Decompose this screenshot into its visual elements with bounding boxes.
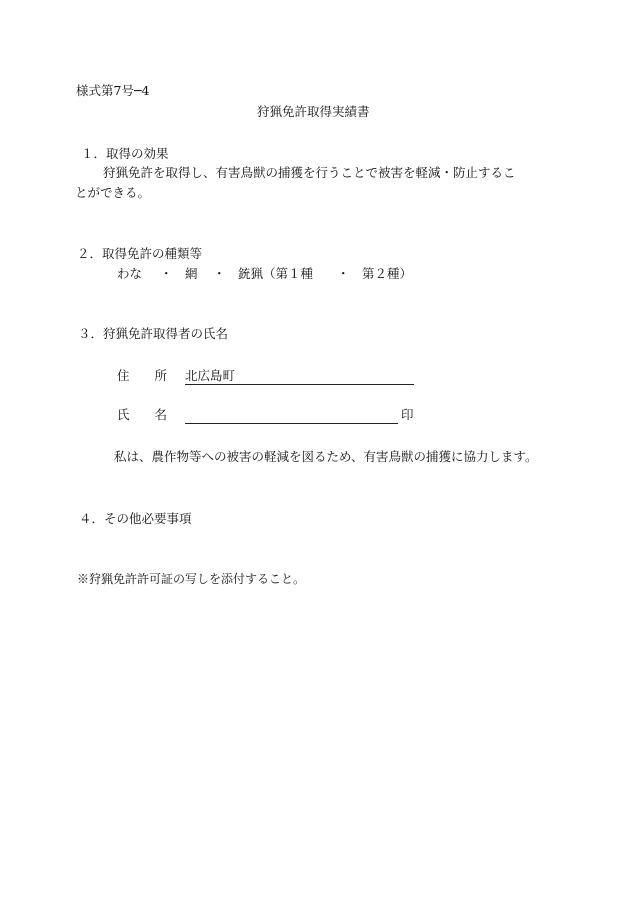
section3-heading: ３．狩猟免許取得者の氏名 bbox=[78, 326, 229, 341]
form-number: 様式第7号─4 bbox=[76, 83, 150, 98]
document-title: 狩猟免許取得実績書 bbox=[257, 104, 370, 119]
address-label: 住 所 bbox=[117, 368, 168, 383]
license-type-gun-class1: 銃猟（第１種 bbox=[238, 266, 314, 281]
section2-heading: ２．取得免許の種類等 bbox=[77, 246, 203, 261]
separator-dot: ・ bbox=[337, 266, 350, 281]
separator-dot: ・ bbox=[213, 266, 226, 281]
license-type-net: 網 bbox=[185, 266, 198, 281]
pledge-statement: 私は、農作物等への被害の軽減を図るため、有害鳥獣の捕獲に協力します。 bbox=[114, 449, 538, 464]
section1-body-line1: 狩猟免許を取得し、有害鳥獣の捕獲を行うことで被害を軽減・防止するこ bbox=[103, 165, 516, 180]
name-underline bbox=[185, 423, 398, 424]
license-type-gun-class2: 第２種） bbox=[362, 266, 413, 281]
section1-body-line2: とができる。 bbox=[75, 185, 151, 200]
section1-heading: １．取得の効果 bbox=[81, 146, 169, 161]
seal-mark: 印 bbox=[401, 407, 414, 422]
license-type-trap: わな bbox=[117, 266, 143, 281]
address-value: 北広島町 bbox=[185, 368, 236, 383]
name-label: 氏 名 bbox=[117, 407, 168, 422]
attachment-note: ※狩猟免許許可証の写しを添付すること。 bbox=[77, 572, 306, 586]
address-underline bbox=[185, 384, 414, 385]
separator-dot: ・ bbox=[160, 266, 173, 281]
section4-heading: ４．その他必要事項 bbox=[79, 511, 192, 526]
